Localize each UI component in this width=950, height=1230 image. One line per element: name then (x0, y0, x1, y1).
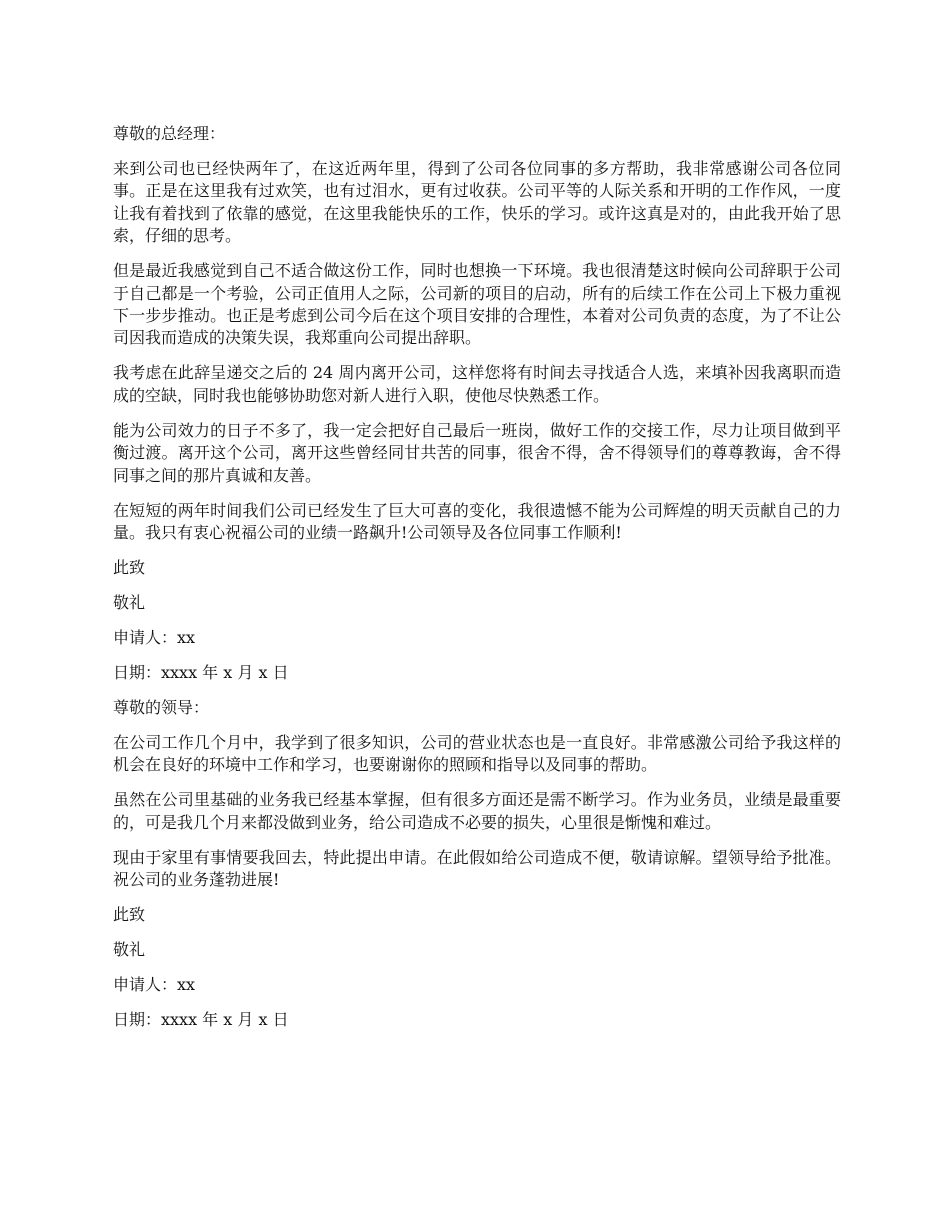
closing-line: 此致 (113, 905, 146, 925)
body-paragraph: 在短短的两年时间我们公司已经发生了巨大可喜的变化，我很遗憾不能为公司辉煌的明天贡献自己的力量。我只有衷心祝福公司的业绩一路飙升!公司领导及各位同事工作顺利! (113, 500, 841, 543)
date-line: 日期：xxxx 年 x 月 x 日 (113, 663, 289, 683)
body-paragraph: 虽然在公司里基础的业务我已经基本掌握，但有很多方面还是需不断学习。作为业务员，业绩是最重要的，可是我几个月来都没做到业务，给公司造成不必要的损失，心里很是惭愧和难过。 (113, 790, 841, 832)
salutation: 尊敬的总经理： (113, 124, 226, 143)
body-paragraph: 但是最近我感觉到自己不适合做这份工作，同时也想换一下环境。我也很清楚这时候向公司辞职于公司于自己都是一个考验，公司正值用人之际，公司新的项目的启动，所有的后续工作在公司上下极力重视下一步步推动。也正是考虑到公司今后在这个项目安排的合理性，本着对公司负责的态度，为了不让公司因我而造成的决策失误，我郑重向公司提出辞职。 (113, 261, 841, 348)
document-page (113, 123, 841, 1044)
body-paragraph: 我考虑在此辞呈递交之后的 24 周内离开公司，这样您将有时间去寻找适合人选，来填补因我离职而造成的空缺，同时我也能够协助您对新人进行入职，使他尽快熟悉工作。 (113, 363, 841, 405)
date-line: 日期：xxxx 年 x 月 x 日 (113, 1010, 289, 1030)
letter-2 (113, 697, 841, 1032)
closing-line: 敬礼 (113, 940, 146, 960)
body-paragraph: 能为公司效力的日子不多了，我一定会把好自己最后一班岗，做好工作的交接工作，尽力让项目做到平衡过渡。离开这个公司，离开这些曾经同甘共苦的同事，很舍不得，舍不得领导们的尊尊教诲，舍不得同事之间的那片真诚和友善。 (113, 420, 841, 485)
letter-1 (113, 123, 841, 684)
body-paragraph: 来到公司也已经快两年了，在这近两年里，得到了公司各位同事的多方帮助，我非常感谢公司各位同事。正是在这里我有过欢笑，也有过泪水，更有过收获。公司平等的人际关系和开明的工作作风，一度让我有着找到了依靠的感觉，在这里我能快乐的工作，快乐的学习。或许这真是对的，由此我开始了思索，仔细的思考。 (113, 159, 841, 246)
body-paragraph: 在公司工作几个月中，我学到了很多知识，公司的营业状态也是一直良好。非常感激公司给予我这样的机会在良好的环境中工作和学习，也要谢谢你的照顾和指导以及同事的帮助。 (113, 733, 841, 775)
applicant-line: 申请人：xx (113, 628, 196, 648)
closing-line: 敬礼 (113, 593, 146, 613)
applicant-line: 申请人：xx (113, 975, 196, 995)
closing-line: 此致 (113, 558, 146, 578)
salutation: 尊敬的领导： (113, 698, 210, 718)
body-paragraph: 现由于家里有事情要我回去，特此提出申请。在此假如给公司造成不便，敬请谅解。望领导给予批准。祝公司的业务蓬勃进展! (113, 847, 841, 890)
